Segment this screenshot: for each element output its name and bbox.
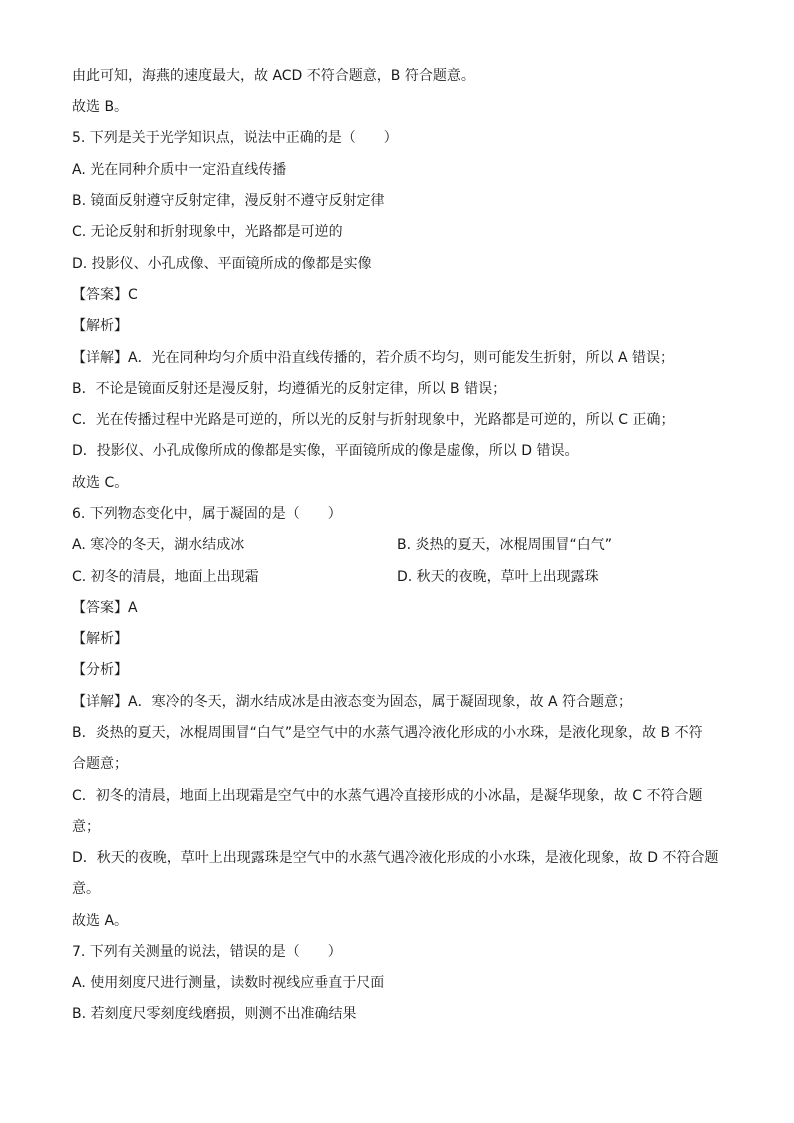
option-b: B. 镜面反射遵守反射定律，漫反射不遵守反射定律 [72,193,385,209]
option-a: A. 使用刻度尺进行测量，读数时视线应垂直于尺面 [72,975,385,991]
option-b: B. 若刻度尺零刻度线磨损，则测不出准确结果 [72,1006,357,1022]
detail-text: 【详解】A．寒冷的冬天，湖水结成冰是由液态变为固态，属于凝固现象，故 A 符合题意； [72,694,633,710]
analysis-label: 【解析】 [72,631,128,647]
detail-text: D．秋天的夜晚，草叶上出现露珠是空气中的水蒸气遇冷液化形成的小水珠，是液化现象，故 D 不符合题 [72,850,719,866]
detail-text: B．不论是镜面反射还是漫反射，均遵循光的反射定律，所以 B 错误； [72,381,507,397]
conclusion-text: 故选 A。 [72,913,129,929]
detail-text: C．光在传播过程中光路是可逆的，所以光的反射与折射现象中，光路都是可逆的，所以 C 正确； [72,412,675,428]
analysis-subheading: 【分析】 [72,662,128,678]
option-a: A. 寒冷的冬天，湖水结成冰 [72,537,245,553]
detail-text: 合题意； [72,756,128,772]
answer-label: 【答案】A [72,600,138,616]
text-line: 故选 B。 [72,99,129,115]
detail-text: B．炎热的夏天，冰棍周围冒“白气”是空气中的水蒸气遇冷液化形成的小水珠，是液化现象，故 B 不符 [72,725,703,741]
detail-text: 意； [72,819,100,835]
option-c: C. 初冬的清晨，地面上出现霜 [72,569,259,585]
detail-text: D．投影仪、小孔成像所成的像都是实像，平面镜所成的像是虚像，所以 D 错误。 [72,443,579,459]
question-7-stem: 7. 下列有关测量的说法，错误的是（ ） [72,944,342,960]
detail-text: 意。 [72,881,100,897]
question-6-stem: 6. 下列物态变化中，属于凝固的是（ ） [72,506,342,522]
option-d: D. 投影仪、小孔成像、平面镜所成的像都是实像 [72,256,372,272]
option-d: D. 秋天的夜晚，草叶上出现露珠 [397,569,599,585]
analysis-label: 【解析】 [72,318,128,334]
text-line: 由此可知，海燕的速度最大，故 ACD 不符合题意，B 符合题意。 [72,68,475,84]
option-c: C. 无论反射和折射现象中，光路都是可逆的 [72,224,343,240]
option-b: B. 炎热的夏天，冰棍周围冒“白气” [397,537,613,553]
question-5-stem: 5. 下列是关于光学知识点，说法中正确的是（ ） [72,130,398,146]
conclusion-text: 故选 C。 [72,475,129,491]
detail-text: 【详解】A．光在同种均匀介质中沿直线传播的，若介质不均匀，则可能发生折射，所以 A 错误； [72,350,675,366]
detail-text: C．初冬的清晨，地面上出现霜是空气中的水蒸气遇冷直接形成的小冰晶，是凝华现象，故 C 不符合题 [72,788,703,804]
option-a: A. 光在同种介质中一定沿直线传播 [72,162,287,178]
answer-label: 【答案】C [72,287,138,303]
